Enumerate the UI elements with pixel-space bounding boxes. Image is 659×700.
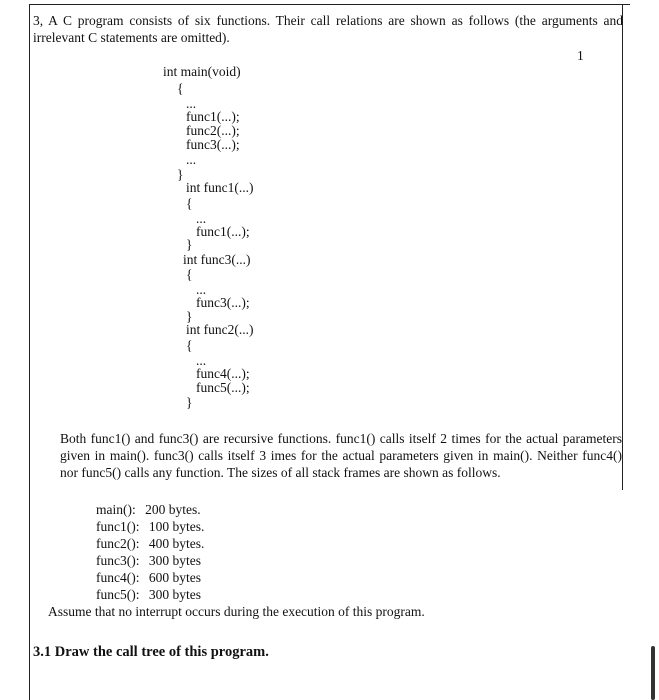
page-number: 1 [577,48,584,63]
func1-signature: int func1(...) [186,180,254,195]
top-border [30,4,630,5]
func2-close-brace: } [186,395,193,410]
func1-open-brace: { [186,196,193,211]
func3-call-func3: func3(...); [196,295,250,310]
func3-close-brace: } [186,309,193,324]
func2-call-func4: func4(...); [196,366,250,381]
question-intro: 3, A C program consists of six functions. Their call relations are shown as follows (the arguments and irrelevant C statements are omitted). [33,13,623,45]
stack-frame-row [96,569,201,586]
frame-value: 600 bytes [148,570,201,585]
subquestion-bold-word: Draw [54,644,90,660]
subquestion-rest: the call tree of this program. [89,644,269,660]
func1-ellipsis: ... [196,211,207,226]
func1-call-func1: func1(...); [196,224,250,239]
func3-ellipsis: ... [196,282,207,297]
main-close-brace: } [177,167,184,182]
main-ellipsis-2: ... [186,152,197,167]
frame-label: func4(): [96,570,140,585]
stack-frame-row [96,518,204,535]
frame-label: func3(): [96,553,140,568]
frame-label: func2(): [96,536,140,551]
frame-label: func1(): [96,519,140,534]
func1-close-brace: } [186,237,193,252]
func3-signature: int func3(...) [183,252,251,267]
assumption-text: Assume that no interrupt occurs during the execution of this program. [48,604,425,619]
left-border [29,4,30,700]
subquestion-number: 3.1 [33,644,52,660]
main-open-brace: { [177,81,184,96]
frame-value: 400 bytes. [148,536,205,551]
main-signature: int main(void) [163,64,241,79]
func3-open-brace: { [186,267,193,282]
frame-value: 100 bytes. [148,519,205,534]
description-paragraph: Both func1() and func3() are recursive functions. func1() calls itself 2 times for the actual parameters given in main(). func3() calls itself 3 imes for the actual parameters given in main(). Neither func4() nor func5() calls any function. The sizes of all stack frames are shown as follows. [60,431,622,480]
subquestion-heading [33,644,269,661]
func2-signature: int func2(...) [186,322,254,337]
main-call-func3: func3(...); [186,137,240,152]
func2-open-brace: { [186,338,193,353]
stack-frame-row [96,501,201,518]
main-call-func2: func2(...); [186,123,240,138]
func2-call-func5: func5(...); [196,380,250,395]
frame-value: 300 bytes [148,553,201,568]
scrollbar-thumb[interactable] [651,646,655,700]
frame-label: main(): [96,502,136,517]
stack-frame-row [96,552,201,569]
frame-label: func5(): [96,587,140,602]
main-ellipsis-1: ... [186,96,197,111]
main-call-func1: func1(...); [186,109,240,124]
func2-ellipsis: ... [196,353,207,368]
right-border [622,4,623,490]
stack-frame-row [96,586,201,603]
frame-value: 300 bytes [148,587,201,602]
stack-frame-row [96,535,204,552]
frame-value: 200 bytes. [145,502,201,517]
